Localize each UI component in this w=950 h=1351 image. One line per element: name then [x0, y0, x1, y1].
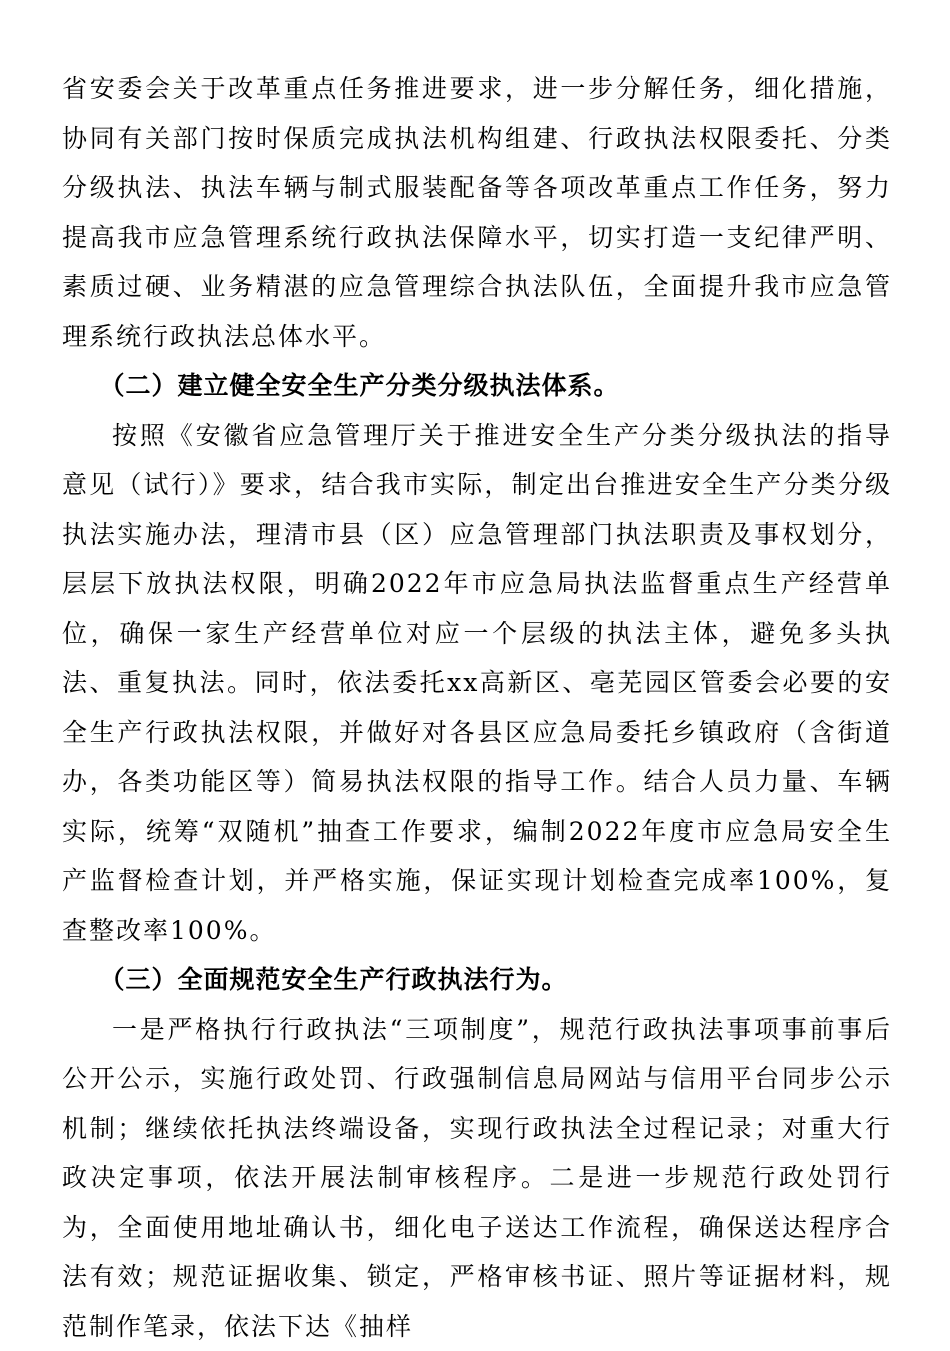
paragraph-continuation: 省安委会关于改革重点任务推进要求，进一步分解任务，细化措施，协同有关部门按时保质完成执法机构组建、行政执法权限委托、分类分级执法、执法车辆与制式服装配备等各项改革重点工作任务，努力提高我市应急管理系统行政执法保障水平，切实打造一支纪律严明、素质过硬、业务精湛的应急管理综合执法队伍，全面提升我市应急管理系统行政执法总体水平。: [62, 64, 892, 361]
document-body: [62, 64, 892, 1351]
paragraph-standardize-enforcement: 一是严格执行行政执法“三项制度”，规范行政执法事项事前事后公开公示，实施行政处罚、行政强制信息局网站与信用平台同步公示机制；继续依托执法终端设备，实现行政执法全过程记录；对重大行政决定事项，依法开展法制审核程序。二是进一步规范行政处罚行为，全面使用地址确认书，细化电子送达工作流程，确保送达程序合法有效；规范证据收集、锁定，严格审核书证、照片等证据材料，规范制作笔录，依法下达《抽样: [62, 1005, 892, 1351]
section-heading-3: （三）全面规范安全生产行政执法行为。: [62, 955, 892, 1005]
paragraph-classification-enforcement: 按照《安徽省应急管理厅关于推进安全生产分类分级执法的指导意见（试行）》要求，结合我市实际，制定出台推进安全生产分类分级执法实施办法，理清市县（区）应急管理部门执法职责及事权划分，层层下放执法权限，明确2022年市应急局执法监督重点生产经营单位，确保一家生产经营单位对应一个层级的执法主体，避免多头执法、重复执法。同时，依法委托xx高新区、亳芜园区管委会必要的安全生产行政执法权限，并做好对各县区应急局委托乡镇政府（含街道办，各类功能区等）简易执法权限的指导工作。结合人员力量、车辆实际，统筹“双随机”抽查工作要求，编制2022年度市应急局安全生产监督检查计划，并严格实施，保证实现计划检查完成率100%，复查整改率100%。: [62, 411, 892, 956]
section-heading-2: （二）建立健全安全生产分类分级执法体系。: [62, 361, 892, 411]
